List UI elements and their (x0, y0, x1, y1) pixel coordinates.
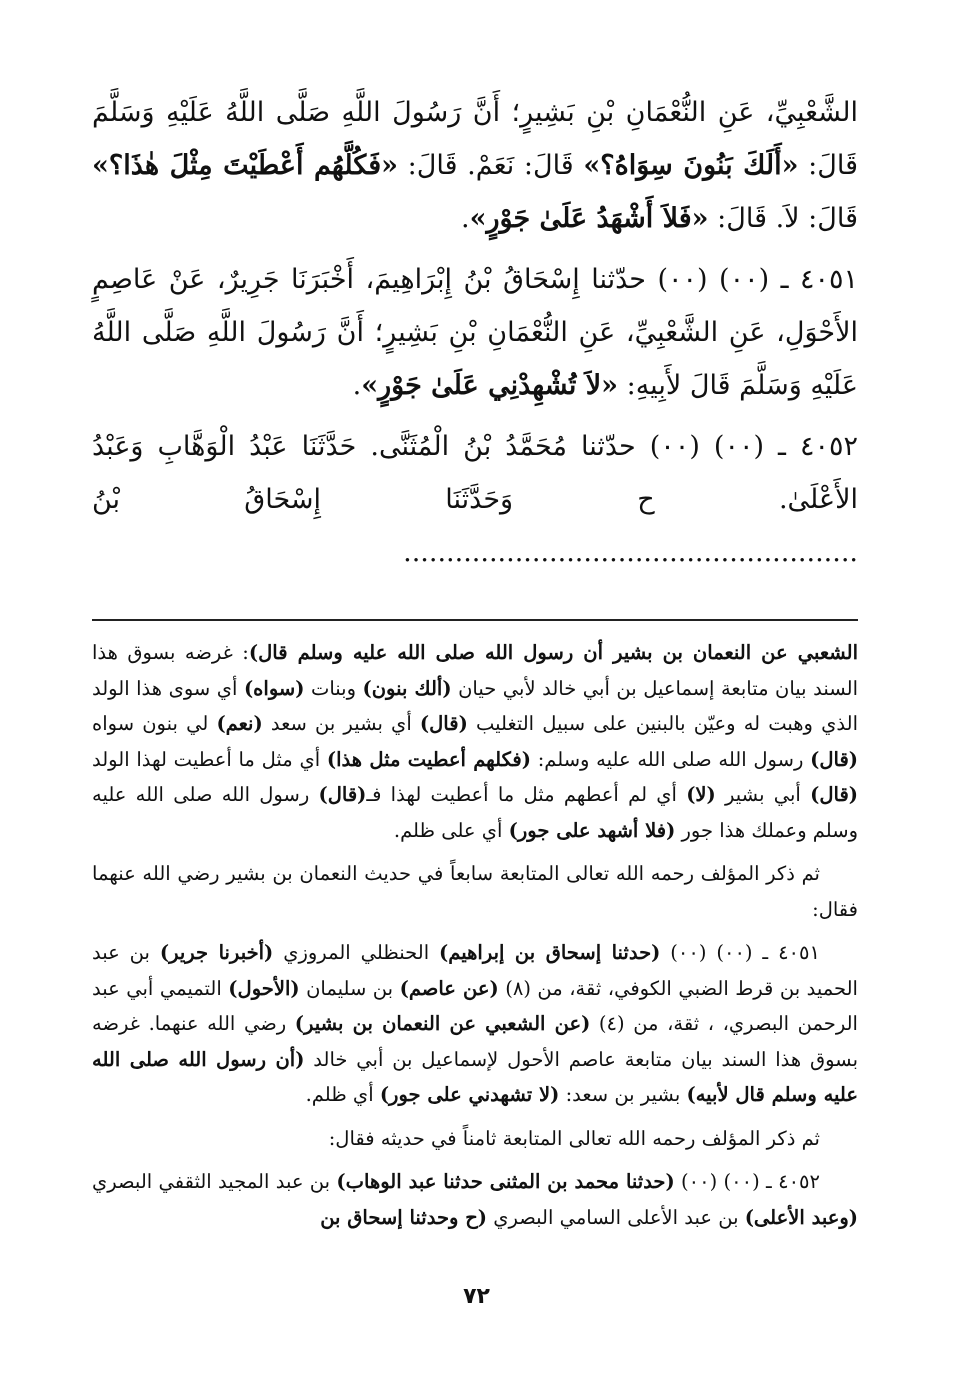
commentary-para-2: ثم ذكر المؤلف رحمه الله تعالى المتابعة سابعاً في حديث النعمان بن بشير رضي الله عنهما فقال: (92, 862, 858, 921)
commentary-run: أي على ظلم. (393, 818, 509, 842)
commentary-quote: (أن رسول الله صلى الله عليه وسلم قال لأبيه) (92, 1047, 858, 1106)
hadith-number: ٤٠٥٢ ـ (٠٠) (٠٠) (674, 1170, 820, 1193)
commentary-quote: (فلا أشهد على جور) (508, 818, 676, 842)
commentary-heading: الشعبي عن النعمان بن بشير أن رسول الله صلى الله عليه وسلم قال) (248, 641, 858, 664)
page-number: ٧٢ (463, 1284, 490, 1309)
hadith-number: ٤٠٥١ ـ (٠٠) (٠٠) (660, 941, 820, 964)
hadith-text-run: . (352, 370, 362, 401)
commentary-run: أبي بشير (715, 783, 811, 806)
commentary-run: الحنظلي المروزي (273, 941, 440, 964)
commentary-run: أي سوى هذا الولد الذي وهبت له وعيّن بالبنين على سبيل التغليب (92, 676, 858, 735)
page-content (92, 86, 858, 1243)
commentary-quote: (وعبد الأعلى) (744, 1205, 858, 1229)
continuation-dots: ..................................................... (403, 537, 858, 568)
commentary-run: بن عبد الأعلى السامي البصري (487, 1205, 745, 1229)
commentary-quote: (أخبرنا جرير) (159, 941, 274, 964)
commentary-quote: (سواه) (243, 676, 305, 700)
hadith-text-run: . (461, 203, 470, 234)
hadith-text-3 (92, 420, 858, 579)
commentary-quote: (ح وحدثنا إسحاق بن (320, 1205, 488, 1229)
commentary-run: بن سليمان (299, 976, 400, 1000)
commentary-run: بن عبد المجيد الثقفي البصري (92, 1170, 337, 1193)
commentary-run: أي ظلم. (305, 1083, 380, 1106)
prophet-quote: «فَلاَ أَشْهَدُ عَلَىٰ جَوْرٍ» (469, 203, 709, 234)
commentary-para-4: ثم ذكر المؤلف رحمه الله تعالى المتابعة ثامناً في حديثه فقال: (328, 1126, 820, 1150)
commentary-quote: (قال) (318, 783, 367, 806)
hadith-text-run: الشَّعْبِيِّ، عَنِ النُّعْمَانِ بْنِ بَشِيرٍ؛ أَنَّ رَسُولَ اللَّهِ صَلَّى اللَّهُ عَلَيْهِ وَسَلَّمَ قَالَ: (92, 97, 858, 181)
commentary-quote: (ألك بنون) (362, 676, 452, 700)
commentary-run: أي لم أعطهم مثل ما أعطيت لهذا فـ (366, 783, 687, 806)
prophet-quote: «أَلَكَ بَنُونَ سِوَاهُ؟» (583, 150, 799, 181)
commentary-para-1 (92, 635, 858, 848)
commentary-run: : غرضه بسوق هذا السند بيان متابعة إسماعيل بن أبي خالد لأبي حيان (92, 641, 858, 700)
commentary-quote: (قال) (810, 747, 858, 771)
commentary-quote: (لا) (686, 783, 716, 806)
commentary-quote: (حدثنا إسحاق بن إبراهيم) (439, 941, 661, 964)
commentary-run: وبنات (304, 676, 363, 700)
hadith-text-run: قَالَ: لاَ. قَالَ: (708, 203, 858, 234)
hadith-text-2 (92, 253, 858, 412)
commentary-run: رضي الله عنهما. غرضه بسوق هذا السند بيان متابعة عاصم الأحول لإسماعيل بن أبي خالد (92, 1012, 858, 1071)
commentary-quote: (عن عاصم) (399, 976, 499, 1000)
hadith-text-run: قَالَ: نَعَمْ. قَالَ: (398, 150, 584, 181)
commentary-quote: (نعم) (216, 712, 263, 735)
commentary-para-5 (92, 1164, 858, 1235)
prophet-quote: «فَكُلَّهُم أَعْطَيْتَ مِثْلَ هٰذَا؟» (92, 150, 399, 181)
commentary-run: بن عبد الحميد بن قرط الضبي الكوفي، ثقة، من (٨) (92, 941, 858, 1000)
hadith-text-run: ٤٠٥١ ـ (٠٠) (٠٠) حدّثنا إِسْحَاقُ بْنُ إِبْرَاهِيمَ، أَخْبَرَنَا جَرِيرٌ، عَنْ عَاصِمٍ الأَحْوَلِ، عَنِ الشَّعْبِيِّ، عَنِ النُّعْمَانِ بْنِ بَشِيرٍ؛ أَنَّ رَسُولَ اللَّهِ صَلَّى اللَّهُ عَلَيْهِ وَسَلَّمَ قَالَ لأَبِيهِ: (92, 264, 858, 401)
commentary-run: بشير بن سعد: (559, 1083, 687, 1106)
commentary-quote: (قال) (419, 712, 468, 735)
hadith-text-1 (92, 86, 858, 245)
hadith-text-run: ٤٠٥٢ ـ (٠٠) (٠٠) حدّثنا مُحَمَّدُ بْنُ الْمُثَنَّى. حَدَّثَنَا عَبْدُ الْوَهَّابِ وَعَبْدُ الأَعْلَىٰ. ح وَحَدَّثَنَا إِسْحَاقُ بْنُ (92, 431, 858, 515)
commentary-quote: (الأحول) (228, 976, 300, 1000)
commentary-para-3 (92, 935, 858, 1113)
commentary-quote: (لا تشهدني على جور) (379, 1083, 560, 1106)
prophet-quote: «لاَ تُشْهِدْنِي عَلَىٰ جَوْرٍ» (361, 370, 619, 401)
commentary-run: لي بنون سواه (92, 712, 217, 735)
commentary-run: أي بشير بن سعد (262, 712, 420, 735)
commentary-run: رسول الله صلى الله عليه وسلم وعملك هذا جور (92, 783, 858, 842)
commentary-quote: (قال) (810, 783, 858, 806)
footnote-separator (92, 619, 858, 621)
commentary-run: التميمي أبي عبد الرحمن البصري، ، ثقة، من (٤) (92, 976, 858, 1035)
commentary-quote: (عن الشعبي عن النعمان بن بشير) (294, 1012, 591, 1035)
commentary-quote: (حدثنا محمد بن المثنى حدثنا عبد الوهاب) (336, 1170, 675, 1193)
commentary-quote: (فكلهم أعطيت مثل هذا) (326, 747, 531, 771)
commentary-run: رسول الله صلى الله عليه وسلم: (530, 747, 811, 771)
commentary-run: أي مثل ما أعطيت لهذا الولد (92, 747, 327, 771)
